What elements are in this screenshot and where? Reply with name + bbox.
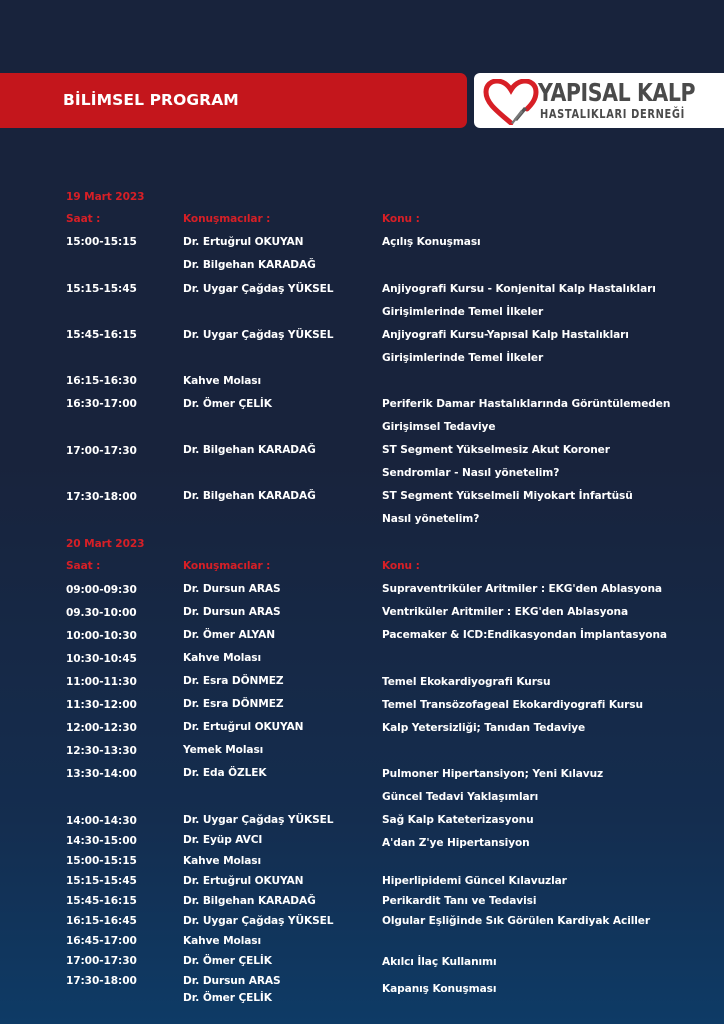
- session-speaker: Dr. Bilgehan KARADAĞ: [183, 444, 316, 456]
- logo-subtitle: HASTALIKLARI DERNEĞİ: [540, 107, 685, 121]
- session-topic: Sağ Kalp Kateterizasyonu: [382, 814, 534, 826]
- session-time: 12:30-13:30: [66, 745, 137, 757]
- session-speaker: Dr. Bilgehan KARADAĞ: [183, 895, 316, 907]
- session-speaker: Dr. Ertuğrul OKUYAN: [183, 236, 304, 248]
- session-topic: Kalp Yetersizliği; Tanıdan Tedaviye: [382, 722, 586, 734]
- session-time: 10:00-10:30: [66, 630, 137, 642]
- session-topic: Akılcı İlaç Kullanımı: [382, 956, 497, 968]
- session-time: 12:00-12:30: [66, 722, 137, 734]
- column-header-topic: Konu :: [382, 213, 420, 225]
- session-speaker: Dr. Bilgehan KARADAĞ: [183, 259, 316, 271]
- session-speaker: Dr. Uygar Çağdaş YÜKSEL: [183, 283, 334, 295]
- session-time: 11:00-11:30: [66, 676, 137, 688]
- session-speaker: Dr. Uygar Çağdaş YÜKSEL: [183, 915, 334, 927]
- session-time: 09:00-09:30: [66, 584, 137, 596]
- session-time: 15:45-16:15: [66, 329, 137, 341]
- session-topic: Pulmoner Hipertansiyon; Yeni Kılavuz: [382, 768, 604, 780]
- session-topic: Girişimlerinde Temel İlkeler: [382, 352, 544, 364]
- session-topic: Girişimsel Tedaviye: [382, 421, 496, 433]
- session-speaker: Dr. Eda ÖZLEK: [183, 767, 267, 779]
- session-topic: Ventriküler Aritmiler : EKG'den Ablasyona: [382, 606, 629, 618]
- session-time: 10:30-10:45: [66, 653, 137, 665]
- session-topic: Sendromlar - Nasıl yönetelim?: [382, 467, 560, 479]
- session-speaker: Dr. Ertuğrul OKUYAN: [183, 875, 304, 887]
- session-time: 15:00-15:15: [66, 855, 137, 867]
- session-time: 16:30-17:00: [66, 398, 137, 410]
- session-time: 17:30-18:00: [66, 491, 137, 503]
- day-date: 20 Mart 2023: [66, 538, 145, 550]
- session-topic: Güncel Tedavi Yaklaşımları: [382, 791, 539, 803]
- session-speaker: Dr. Dursun ARAS: [183, 975, 281, 987]
- session-speaker: Dr. Ömer ALYAN: [183, 629, 275, 641]
- column-header-time: Saat :: [66, 560, 101, 572]
- session-time: 16:15-16:30: [66, 375, 137, 387]
- session-time: 14:00-14:30: [66, 815, 137, 827]
- session-time: 15:15-15:45: [66, 875, 137, 887]
- session-time: 16:15-16:45: [66, 915, 137, 927]
- session-speaker: Dr. Ömer ÇELİK: [183, 955, 272, 967]
- column-header-topic: Konu :: [382, 560, 420, 572]
- heart-icon: [483, 79, 539, 125]
- session-time: 09.30-10:00: [66, 607, 137, 619]
- session-speaker: Dr. Ömer ÇELİK: [183, 398, 272, 410]
- session-time: 13:30-14:00: [66, 768, 137, 780]
- header-banner: [0, 73, 467, 128]
- session-topic: Temel Transözofageal Ekokardiyografi Kursu: [382, 699, 643, 711]
- session-time: 17:00-17:30: [66, 955, 137, 967]
- session-time: 15:15-15:45: [66, 283, 137, 295]
- session-break: Kahve Molası: [183, 855, 262, 867]
- session-time: 17:30-18:00: [66, 975, 137, 987]
- session-topic: ST Segment Yükselmeli Miyokart İnfartüsü: [382, 490, 633, 502]
- session-topic: Kapanış Konuşması: [382, 983, 497, 995]
- page-title: BİLİMSEL PROGRAM: [63, 91, 239, 109]
- session-time: 15:45-16:15: [66, 895, 137, 907]
- session-topic: ST Segment Yükselmesiz Akut Koroner: [382, 444, 610, 456]
- logo-title: YAPISAL KALP: [538, 78, 696, 107]
- session-topic: Anjiyografi Kursu - Konjenital Kalp Hastalıkları: [382, 283, 656, 295]
- session-topic: Pacemaker & ICD:Endikasyondan İmplantasyona: [382, 629, 667, 641]
- session-time: 14:30-15:00: [66, 835, 137, 847]
- session-time: 11:30-12:00: [66, 699, 137, 711]
- session-time: 17:00-17:30: [66, 445, 137, 457]
- session-topic: Olgular Eşliğinde Sık Görülen Kardiyak Aciller: [382, 915, 651, 927]
- session-speaker: Dr. Uygar Çağdaş YÜKSEL: [183, 329, 334, 341]
- session-speaker: Dr. Dursun ARAS: [183, 583, 281, 595]
- column-header-time: Saat :: [66, 213, 101, 225]
- session-topic: Nasıl yönetelim?: [382, 513, 480, 525]
- session-break: Kahve Molası: [183, 935, 262, 947]
- session-break: Yemek Molası: [183, 744, 264, 756]
- session-break: Kahve Molası: [183, 375, 262, 387]
- session-time: 16:45-17:00: [66, 935, 137, 947]
- session-speaker: Dr. Esra DÖNMEZ: [183, 698, 284, 710]
- session-break: Kahve Molası: [183, 652, 262, 664]
- session-speaker: Dr. Dursun ARAS: [183, 606, 281, 618]
- session-time: 15:00-15:15: [66, 236, 137, 248]
- session-topic: A'dan Z'ye Hipertansiyon: [382, 837, 530, 849]
- session-topic: Periferik Damar Hastalıklarında Görüntülemeden: [382, 398, 671, 410]
- column-header-speakers: Konuşmacılar :: [183, 560, 271, 572]
- session-speaker: Dr. Ömer ÇELİK: [183, 992, 272, 1004]
- session-topic: Anjiyografi Kursu-Yapısal Kalp Hastalıkları: [382, 329, 629, 341]
- session-topic: Açılış Konuşması: [382, 236, 481, 248]
- session-speaker: Dr. Uygar Çağdaş YÜKSEL: [183, 814, 334, 826]
- session-topic: Perikardit Tanı ve Tedavisi: [382, 895, 537, 907]
- session-speaker: Dr. Bilgehan KARADAĞ: [183, 490, 316, 502]
- day-date: 19 Mart 2023: [66, 191, 145, 203]
- session-topic: Temel Ekokardiyografi Kursu: [382, 676, 551, 688]
- association-logo: [474, 73, 724, 128]
- session-topic: Girişimlerinde Temel İlkeler: [382, 306, 544, 318]
- session-topic: Hiperlipidemi Güncel Kılavuzlar: [382, 875, 567, 887]
- column-header-speakers: Konuşmacılar :: [183, 213, 271, 225]
- session-speaker: Dr. Esra DÖNMEZ: [183, 675, 284, 687]
- session-speaker: Dr. Eyüp AVCI: [183, 834, 263, 846]
- session-speaker: Dr. Ertuğrul OKUYAN: [183, 721, 304, 733]
- session-topic: Supraventriküler Aritmiler : EKG'den Ablasyona: [382, 583, 662, 595]
